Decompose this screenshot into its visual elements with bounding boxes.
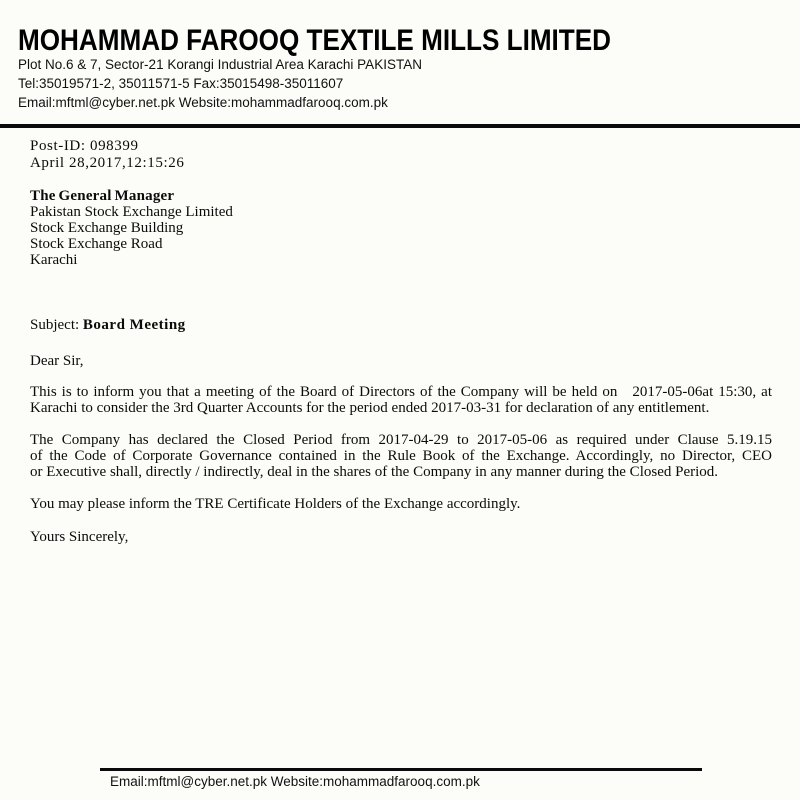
subject-value: Board Meeting (82, 317, 186, 333)
footer-rule (100, 768, 702, 771)
post-datetime: April 28,2017,12:15:26 (30, 154, 185, 171)
post-id: Post-ID: 098399 (30, 138, 139, 154)
recipient-block (30, 188, 233, 268)
header-divider-rule (0, 124, 800, 128)
phone-fax-line: Tel:35019571-2, 35011571-5 Fax:35015498-35011607 (18, 76, 344, 91)
paragraph-line: The Company has declared the Closed Period from 2017-04-29 to 2017-05-06 as required under Clause 5.19.15 (30, 432, 772, 448)
address-line: Plot No.6 & 7, Sector-21 Korangi Industrial Area Karachi PAKISTAN (18, 57, 422, 72)
paragraph-line: This is to inform you that a meeting of the Board of Directors of the Company will be held on 2017-05-06at 15:30, at (30, 384, 772, 400)
paragraph-line: Karachi to consider the 3rd Quarter Accounts for the period ended 2017-03-31 for declaration of any entitlement. (30, 400, 710, 416)
recipient-address-line: Stock Exchange Road (30, 236, 163, 252)
letterhead-address-block (18, 55, 422, 112)
footer-contact: Email:mftml@cyber.net.pk Website:mohammadfarooq.com.pk (110, 774, 480, 789)
subject-label: Subject: (30, 317, 80, 333)
recipient-name: The General Manager (30, 188, 175, 204)
company-name: MOHAMMAD FAROOQ TEXTILE MILLS LIMITED (18, 24, 612, 57)
subject-line (30, 317, 186, 334)
post-meta-block (30, 138, 184, 171)
body-paragraph-1 (30, 384, 772, 416)
paragraph-line: of the Code of Corporate Governance contained in the Rule Book of the Exchange. Accordingly, no Director, CEO (30, 448, 772, 464)
email-website-line: Email:mftml@cyber.net.pk Website:mohammadfarooq.com.pk (18, 95, 388, 110)
recipient-address-line: Stock Exchange Building (30, 220, 184, 236)
body-paragraph-2 (30, 432, 772, 480)
salutation: Dear Sir, (30, 353, 84, 369)
recipient-address-line: Karachi (30, 252, 78, 268)
recipient-address-line: Pakistan Stock Exchange Limited (30, 204, 233, 220)
paragraph-line: or Executive shall, directly / indirectly, deal in the shares of the Company in any manner during the Closed Period. (30, 464, 719, 480)
closing-line: Yours Sincerely, (30, 529, 129, 545)
body-paragraph-3: You may please inform the TRE Certificate Holders of the Exchange accordingly. (30, 496, 521, 512)
